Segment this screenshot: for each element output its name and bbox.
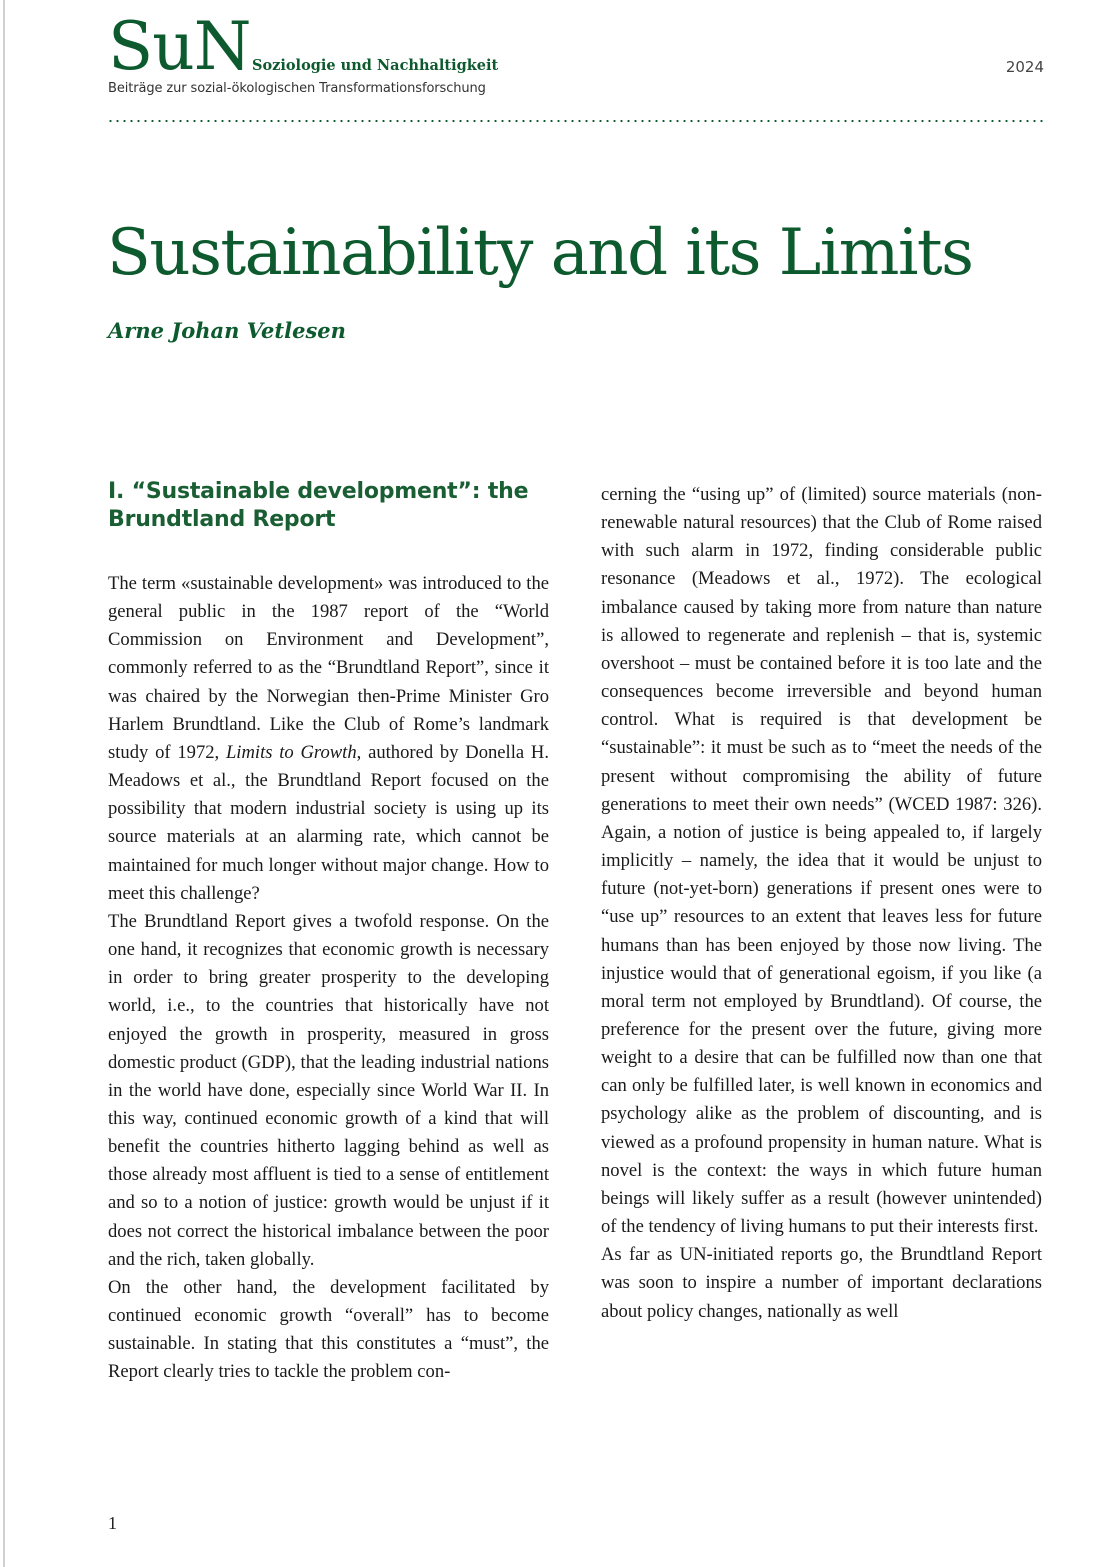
paragraph: cerning the “using up” of (limited) source materials (non-renewable natural resources) that the Club of Rome raised with such alarm in 1972, finding considerable public resonance (Meadows et al., 1972). The ecological imbalance caused by taking more from nature than nature is allowed to regenerate and replenish – that is, systemic overshoot – must be contained before it is too late and the consequences become irreversible and beyond human control. What is required is that development be “sustainable”: it must be such as to “meet the needs of the present without compromising the ability of future generations to meet their own needs” (WCED 1987: 326). Again, a notion of justice is being appealed to, if largely implicitly – namely, the idea that it would be unjust to future (not-yet-born) generations if present ones were to “use up” resources to an extent that leaves less for future humans than has been enjoyed by those now living. The injustice would that of generational egoism, if you like (a moral term not employed by Brundtland). Of course, the preference for the present over the future, giving more weight to a desire that can be fulfilled now than one that can only be fulfilled later, is well known in economics and psychology alike as the problem of discounting, and is viewed as a profound propensity in human nature. What is novel is the context: the ways in which future human beings will likely suffer as a result (however unintended) of the tendency of living humans to put their interests first. <box>601 484 1042 1238</box>
page-number: 1 <box>108 1513 117 1533</box>
paragraph <box>108 570 549 908</box>
right-column <box>601 481 1042 1326</box>
publication-year: 2024 <box>1005 58 1044 76</box>
journal-name: Soziologie und Nachhaltigkeit <box>252 57 499 74</box>
journal-masthead <box>108 8 1048 132</box>
paragraph-text: , authored by Donella H. Meadows et al., the Brundtland Report focused on the possibility that modern industrial society is using up its source materials at an alarming rate, which cannot be maintained for much longer without major change. How to meet this challenge? <box>108 741 549 904</box>
masthead-divider <box>107 120 1044 122</box>
journal-logo: SuN <box>108 8 251 85</box>
article-author: Arne Johan Vetlesen <box>108 318 346 343</box>
paragraph: On the other hand, the development facilitated by continued economic growth “overall” has to become sustainable. In stating that this constitutes a “must”, the Report clearly tries to tackle the problem con- <box>108 1276 549 1383</box>
section-heading: I. “Sustainable development”: the Brundtland Report <box>108 479 529 532</box>
journal-subtitle: Beiträge zur sozial-ökologischen Transformationsforschung <box>108 81 486 96</box>
page-edge-rule <box>3 0 5 1567</box>
left-column <box>108 478 549 1387</box>
article-title: Sustainability and its Limits <box>107 216 973 290</box>
book-title-italic: Limits to Growth <box>225 741 357 763</box>
paragraph: As far as UN-initiated reports go, the Brundtland Report was soon to inspire a number of important declarations about policy changes, nationally as well <box>601 1244 1042 1322</box>
paragraph-text: The term «sustainable development» was introduced to the general public in the 1987 report of the “World Commission on Environment and Development”, commonly referred to as the “Brundtland Report”, since it was chaired by the Norwegian then-Prime Minister Gro Harlem Brundtland. Like the Club of Rome’s landmark study of 1972, <box>108 573 549 763</box>
paragraph: The Brundtland Report gives a twofold response. On the one hand, it recognizes that economic growth is necessary in order to bring greater prosperity to the developing world, i.e., to the countries that historically have not enjoyed the growth in prosperity, measured in gross domestic product (GDP), that the leading industrial nations in the world have done, especially since World War II. In this way, continued economic growth of a kind that will benefit the countries hitherto lagging behind as well as those already most affluent is tied to a sense of entitlement and so to a notion of justice: growth would be unjust if it does not correct the historical imbalance between the poor and the rich, taken globally. <box>108 910 549 1270</box>
